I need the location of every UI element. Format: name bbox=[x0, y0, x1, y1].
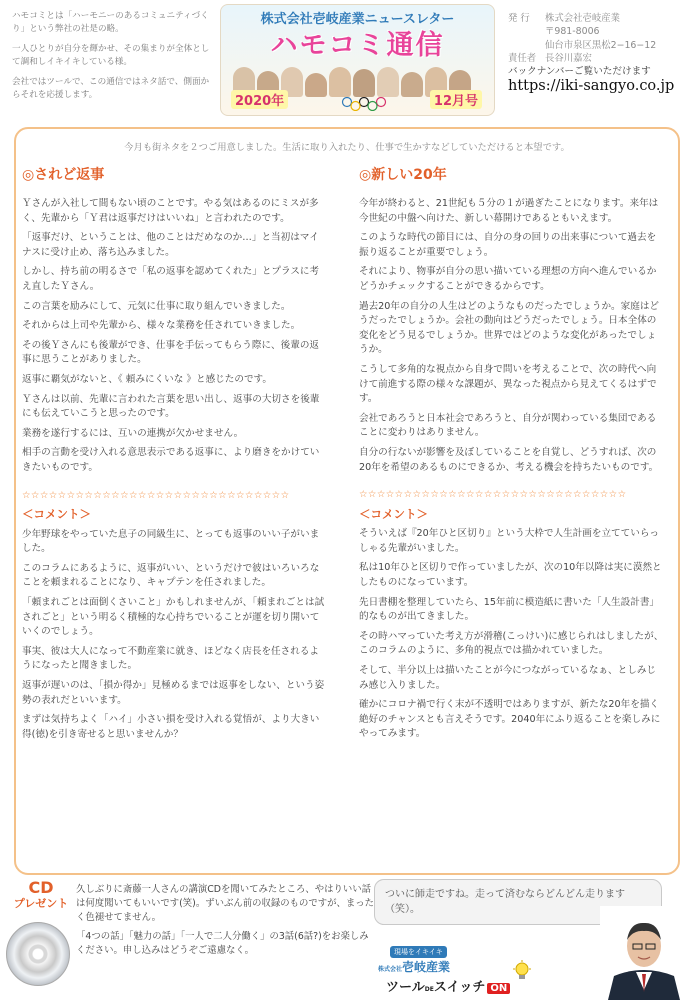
cd-text-paragraph: 「4つの話」「魅力の話」「一人で二人分働く」の3話(6話?)をお楽しみください。申し込みはどうぞご遠慮なく。 bbox=[76, 930, 369, 956]
content-frame bbox=[14, 127, 680, 875]
article-paragraph: その後Ｙさんにも後輩ができ、仕事を手伝ってもらう際に、後輩の返事に思うことがありました。 bbox=[22, 339, 320, 366]
newsletter-banner bbox=[220, 4, 495, 116]
logo-switch-text: スイッチ bbox=[433, 980, 486, 995]
logo-company-type: 株式会社 bbox=[378, 966, 403, 973]
cd-disc-icon bbox=[6, 922, 70, 986]
comment-paragraph: 少年野球をやっていた息子の同級生に、とっても返事のいい子がいました。 bbox=[22, 528, 320, 555]
lightbulb-icon bbox=[512, 960, 532, 984]
header-intro bbox=[12, 10, 217, 108]
banner-title: ハモコミ通信 bbox=[270, 30, 445, 61]
comment-paragraph: 「頼まれごとは面倒くさいこと」かもしれませんが、「頼まれごとは試されごと」という明るく積極的な心持ちでいることが運を切り開いていくのでしょう。 bbox=[22, 597, 325, 638]
banner-subtitle: 株式会社壱岐産業ニュースレター bbox=[260, 12, 455, 27]
logo-slogan bbox=[386, 976, 510, 995]
article-paragraph: 自分の行ないが影響を及ぼしていることを自覚し、どうすれば、次の20年を希望のあるものにできるか、考える機会を持ちたいものです。 bbox=[359, 446, 659, 473]
star-divider: ☆☆☆☆☆☆☆☆☆☆☆☆☆☆☆☆☆☆☆☆☆☆☆☆☆☆☆☆☆☆ bbox=[22, 489, 290, 501]
logo-de-text: DE bbox=[424, 986, 434, 993]
article-paragraph: この言葉を励みにして、元気に仕事に取り組んでいきました。 bbox=[22, 300, 291, 312]
comment-paragraph: そして、半分以上は描いたことが今につながっているなぁ、としみじみ感じ入りました。 bbox=[359, 665, 657, 691]
article-paragraph: 今年が終わると、21世紀も５分の１が過ぎたことになります。来年は今世紀の中盤へ向けた、新しい幕開けであるともいえます。 bbox=[359, 198, 659, 224]
issue-month: 12月号 bbox=[430, 90, 482, 109]
comment-paragraph: このコラムにあるように、返事がいい、というだけで彼はいろいろなことを頼まれることになり、キャプテンを任されました。 bbox=[22, 562, 320, 589]
logo-tool-text: ツール bbox=[386, 980, 425, 995]
comment-paragraph: その時ハマっていた考え方が滑稽(こっけい)に感じられはしましたが、このコラムのように、多角的視点では描かれていました。 bbox=[359, 630, 664, 657]
issuer-label: 発 行 bbox=[508, 13, 530, 24]
article-paragraph: Ｙさんが入社して間もない頃のことです。やる気はあるのにミスが多く、先輩から「Ｙ君は返事だけはいいね」と言われたのです。 bbox=[22, 198, 319, 224]
header-intro-line: 会社ではツールで、この通信ではネタ話で、側面からそれを応援します。 bbox=[12, 76, 210, 101]
cd-present-text bbox=[76, 883, 376, 962]
editor-label: 責任者 bbox=[508, 52, 537, 64]
column-left bbox=[22, 167, 327, 747]
comment-paragraph: 返事が遅いのは、「損か得か」見極めるまでは返事をしない、という姿勢の表れだといいます。 bbox=[22, 680, 325, 706]
article-paragraph: 相手の言動を受け入れる意思表示である返事に、より磨きをかけていきたいものです。 bbox=[22, 447, 320, 473]
logo-tagline: 現場をイキイキ bbox=[390, 946, 447, 958]
olympic-rings-icon bbox=[339, 97, 389, 111]
comment-title: ＜コメント＞ bbox=[22, 507, 91, 522]
header-intro-line: 一人ひとりが自分を輝かせ、その集まりが全体として調和しイキイキしている様。 bbox=[12, 43, 210, 68]
article-paragraph: しかし、持ち前の明るさで「私の返事を認めてくれた」とプラスに考え直したＹさん。 bbox=[22, 266, 320, 292]
article-title: ◎新しい20年 bbox=[359, 167, 447, 183]
cd-present-label bbox=[12, 880, 70, 912]
article-paragraph: 返事に覇気がないと、《 頼みにくいな 》と感じたのです。 bbox=[22, 373, 272, 385]
publisher-info bbox=[508, 12, 674, 94]
cd-label-sub: プレゼント bbox=[13, 897, 69, 910]
backnumber-note: バックナンバーご覧いただけます bbox=[508, 66, 651, 78]
column-right bbox=[359, 167, 664, 747]
company-logo bbox=[372, 946, 522, 996]
postal-code: 〒981-8006 bbox=[545, 26, 600, 38]
logo-on-badge: ON bbox=[487, 983, 510, 994]
article-paragraph: 会社であろうと日本社会であろうと、自分が関わっている集団であることに変わりはありません。 bbox=[359, 412, 657, 439]
comment-paragraph: 事実、彼は大人になって不動産業に就き、ほどなく店長を任されるようになったと聞きました。 bbox=[22, 645, 320, 672]
article-paragraph: このような時代の節目には、自分の身の回りの出来事について過去を振り返ることが重要でしょう。 bbox=[359, 232, 657, 258]
issuer-name: 株式会社壱岐産業 bbox=[545, 13, 621, 24]
author-portrait bbox=[600, 906, 688, 1000]
website-link[interactable]: https://iki-sangyo.co.jp bbox=[508, 78, 675, 95]
article-paragraph: それからは上司や先輩から、様々な業務を任されていきました。 bbox=[22, 320, 301, 332]
issue-intro: 今月も街ネタを２つご用意しました。生活に取り入れたり、仕事で生かすなどしていただけると本望です。 bbox=[124, 142, 570, 153]
article-paragraph: 業務を遂行するには、互いの連携が欠かせません。 bbox=[22, 427, 244, 439]
article-paragraph: こうして多角的な視点から自身で問いを考えることで、次の時代へ向けて前進する際の様々な課題が、異なった視点から見えてくるはずです。 bbox=[359, 363, 657, 405]
editor-name: 長谷川嘉宏 bbox=[545, 52, 592, 64]
comment-title: ＜コメント＞ bbox=[359, 506, 428, 521]
issue-year: 2020年 bbox=[231, 90, 288, 109]
logo-company bbox=[378, 958, 450, 975]
star-divider: ☆☆☆☆☆☆☆☆☆☆☆☆☆☆☆☆☆☆☆☆☆☆☆☆☆☆☆☆☆☆ bbox=[359, 489, 627, 501]
article-title: ◎されど返事 bbox=[22, 167, 105, 183]
comment-paragraph: そういえば『20年ひと区切り』という大枠で人生計画を立てていらっしゃる先輩がいました。 bbox=[359, 528, 660, 554]
cd-text-paragraph: 久しぶりに斎藤一人さんの講演CDを聞いてみたところ、やはりいい話は何度聞いてもいいです(笑)。ずいぶん前の収録のものですが、まったく色褪せてません。 bbox=[76, 884, 374, 924]
cd-label-main: CD bbox=[28, 878, 54, 897]
comment-paragraph: 先日書棚を整理していたら、15年前に模造紙に書いた「人生設計書」的なものが出てきました。 bbox=[359, 596, 660, 623]
article-paragraph: Ｙさんは以前、先輩に言われた言葉を思い出し、返事の大切さを後輩にも伝えていこうと思ったのです。 bbox=[22, 393, 320, 420]
article-paragraph: それにより、物事が自分の思い描いている理想の方向へ進んでいるかどうかチェックすることができるからです。 bbox=[359, 266, 657, 292]
comment-paragraph: 私は10年ひと区切りで作っていましたが、次の10年以降は実に漠然としたものになっています。 bbox=[359, 562, 662, 589]
speech-bubble: ついに師走ですね。走って済むならどんどん走ります（笑）。 bbox=[374, 879, 662, 925]
address: 仙台市泉区黒松2−16−12 bbox=[545, 39, 657, 51]
comment-paragraph: まずは気持ちよく「ハイ」小さい損を受け入れる覚悟が、より大きい得(徳)を引き寄せると思いませんか？ bbox=[22, 714, 320, 740]
header-intro-line: ハモコミとは「ハーモニーのあるコミュニティづくり」という弊社の社是の略。 bbox=[12, 11, 209, 35]
comment-paragraph: 確かにコロナ禍で行く末が不透明ではありますが、新たな20年を描く絶好のチャンスとも言えそうです。2040年にふり返ることを楽しみにやってみます。 bbox=[359, 699, 661, 740]
article-paragraph: 「返事だけ、ということは、他のことはだめなのか…」と当初はマイナスに受け止め、落ち込みました。 bbox=[22, 232, 319, 258]
article-paragraph: 過去20年の自分の人生はどのようなものだったでしょうか。家庭はどうだったでしょうか。会社の動向はどうだったでしょう。日本全体の変化をどう見るでしょうか。世界ではどのような変化があったでしょうか。 bbox=[359, 300, 660, 356]
logo-company-name: 壱岐産業 bbox=[402, 960, 451, 974]
